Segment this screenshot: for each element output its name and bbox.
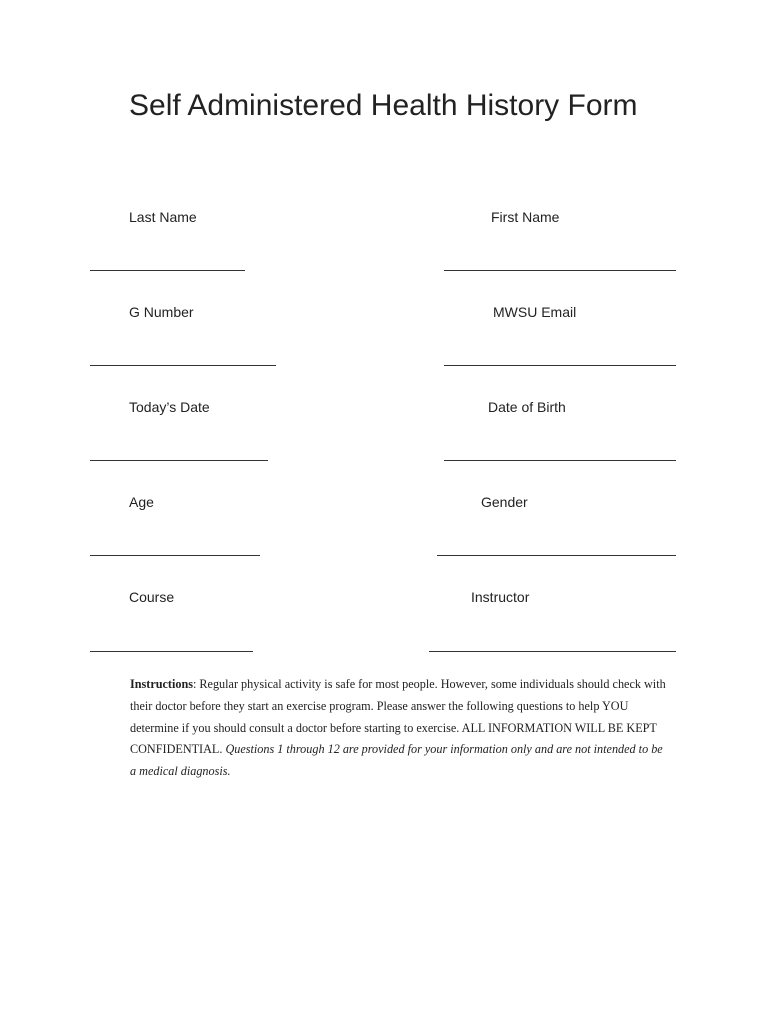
mwsu-email-field[interactable] xyxy=(444,365,676,366)
course-label: Course xyxy=(129,589,175,605)
instructions-disclaimer: Questions 1 through 12 are provided for your information only and are not intended to be a medical diagnosis. xyxy=(130,742,663,779)
todays-date-field[interactable] xyxy=(90,460,268,461)
first-name-field[interactable] xyxy=(444,270,676,271)
instructor-field[interactable] xyxy=(429,651,676,652)
first-name-label: First Name xyxy=(491,209,560,225)
instructions-heading: Instructions xyxy=(130,677,193,691)
last-name-label: Last Name xyxy=(129,209,197,225)
gender-label: Gender xyxy=(481,494,528,510)
date-of-birth-label: Date of Birth xyxy=(488,399,566,415)
course-field[interactable] xyxy=(90,651,253,652)
instructor-label: Instructor xyxy=(471,589,530,605)
age-label: Age xyxy=(129,494,154,510)
date-of-birth-field[interactable] xyxy=(444,460,676,461)
last-name-field[interactable] xyxy=(90,270,245,271)
instructions-body: : Regular physical activity is safe for most people. However, some individuals should check with their doctor before they start an exercise program. Please answer the following questions to help YOU determine if you should consult a doctor before starting to exercise. ALL INFORMATION WILL BE KEPT CONFIDENTIAL. xyxy=(130,677,666,757)
age-field[interactable] xyxy=(90,555,260,556)
gender-field[interactable] xyxy=(437,555,676,556)
instructions-paragraph xyxy=(130,674,670,783)
todays-date-label: Today’s Date xyxy=(129,399,210,415)
g-number-field[interactable] xyxy=(90,365,276,366)
g-number-label: G Number xyxy=(129,304,194,320)
mwsu-email-label: MWSU Email xyxy=(493,304,577,320)
page-title: Self Administered Health History Form xyxy=(129,89,638,122)
